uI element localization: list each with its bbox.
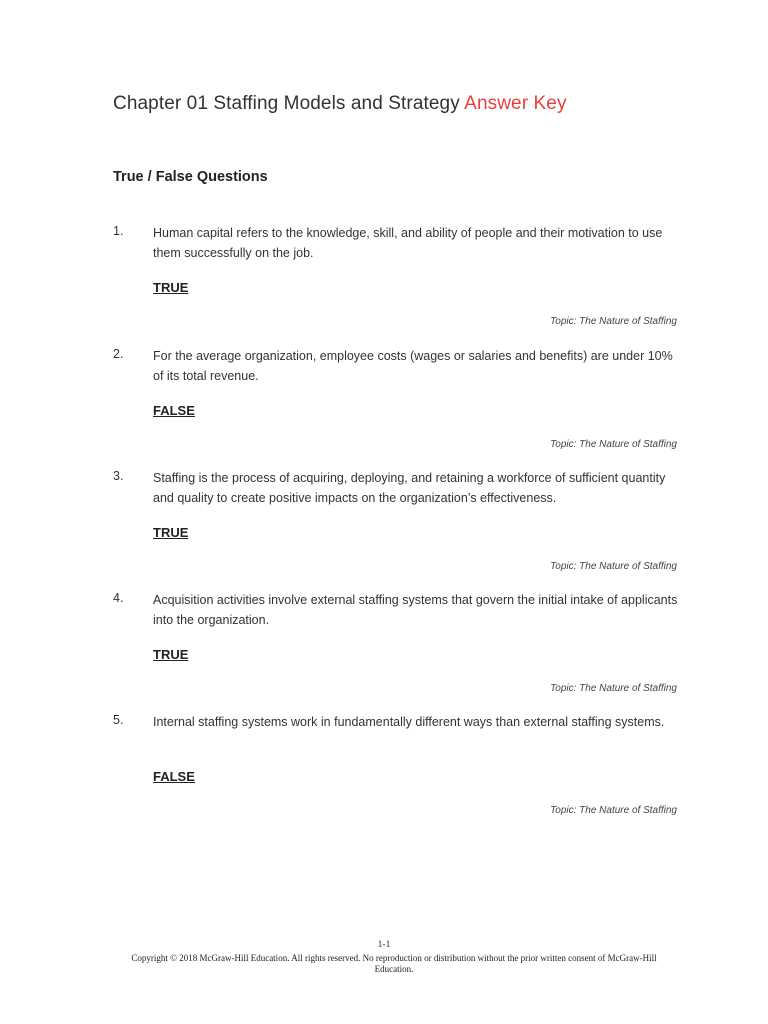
question-answer: TRUE xyxy=(153,525,189,540)
question-text: Staffing is the process of acquiring, deploying, and retaining a workforce of sufficient quantity and quality to create positive impacts on the organization’s effectiveness. xyxy=(153,471,666,505)
question-number: 3. xyxy=(113,469,124,483)
question-text: Acquisition activities involve external staffing systems that govern the initial intake of applicants into the organization. xyxy=(153,593,678,627)
section-heading: True / False Questions xyxy=(113,169,268,185)
question-text: Human capital refers to the knowledge, skill, and ability of people and their motivation to use them successfully on the job. xyxy=(153,226,663,260)
question-topic: Topic: The Nature of Staffing xyxy=(550,683,677,694)
question-number: 2. xyxy=(113,347,124,361)
question-answer: TRUE xyxy=(153,647,189,662)
question-topic: Topic: The Nature of Staffing xyxy=(550,561,677,572)
question-answer: TRUE xyxy=(153,280,189,295)
question-answer: FALSE xyxy=(153,403,195,418)
question-text: Internal staffing systems work in fundamentally different ways than external staffing systems. xyxy=(153,715,665,729)
question-number: 1. xyxy=(113,224,124,238)
page-number: 1-1 xyxy=(377,940,391,950)
title-accent: Answer Key xyxy=(464,93,567,114)
question-answer: FALSE xyxy=(153,769,195,784)
page-title xyxy=(113,93,567,115)
question-topic: Topic: The Nature of Staffing xyxy=(550,316,677,327)
copyright-notice: Copyright © 2018 McGraw-Hill Education. All rights reserved. No reproduction or distribution without the prior written consent of McGraw-Hill Education. xyxy=(131,953,657,974)
question-number: 4. xyxy=(113,591,124,605)
question-number: 5. xyxy=(113,713,124,727)
question-topic: Topic: The Nature of Staffing xyxy=(550,805,677,816)
question-text: For the average organization, employee costs (wages or salaries and benefits) are under 10% of its total revenue. xyxy=(153,349,673,383)
question-topic: Topic: The Nature of Staffing xyxy=(550,439,677,450)
title-main: Chapter 01 Staffing Models and Strategy xyxy=(113,93,460,114)
